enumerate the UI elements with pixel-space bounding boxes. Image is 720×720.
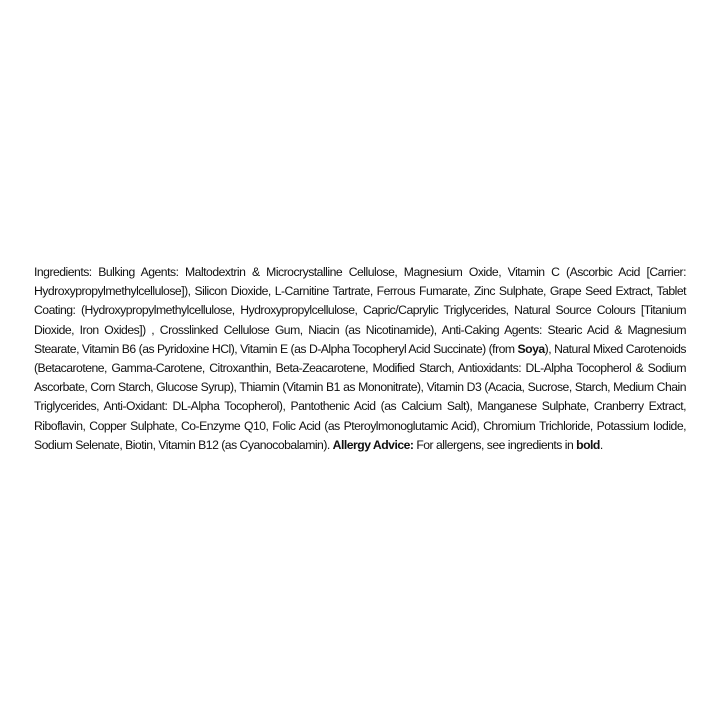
allergy-advice-bold-word: bold bbox=[576, 437, 600, 452]
ingredients-text-part1: Ingredients: Bulking Agents: Maltodextrin & Microcrystalline Cellulose, Magnesium Oxide, Vitamin C (Ascorbic Acid [Carrier: Hydroxypropylmethylcellulose]), Silicon Dioxide, L-Carnitine Tartrate, Ferrous Fumarate, Zinc Sulphate, Grape Seed Extract, Tablet Coating: (Hydroxypropylmethylcellulose, Hydroxypropylcellulose, Capric/Caprylic Triglycerides, Natural Source Colours [Titanium Dioxide, Iron Oxides]) , Crosslinked Cellulose Gum, Niacin (as Nicotinamide), Anti-Caking Agents: Stearic Acid & Magnesium Stearate, Vitamin B6 (as Pyridoxine HCl), Vitamin E (as D-Alpha Tocopheryl Acid Succinate) (from bbox=[34, 265, 686, 356]
allergy-advice-label: Allergy Advice: bbox=[332, 437, 414, 452]
allergy-advice-text: For allergens, see ingredients in bbox=[413, 437, 577, 452]
allergy-advice-period: . bbox=[599, 437, 603, 452]
allergen-soya: Soya bbox=[517, 341, 545, 356]
ingredients-panel bbox=[34, 263, 686, 455]
ingredients-paragraph bbox=[34, 263, 686, 455]
ingredients-text-part2: ), Natural Mixed Carotenoids (Betacarotene, Gamma-Carotene, Citroxanthin, Beta-Zeacarotene, Modified Starch, Antioxidants: DL-Alpha Tocopherol & Sodium Ascorbate, Corn Starch, Glucose Syrup), Thiamin (Vitamin B1 as Mononitrate), Vitamin D3 (Acacia, Sucrose, Starch, Medium Chain Triglycerides, Anti-Oxidant: DL-Alpha Tocopherol), Pantothenic Acid (as Calcium Salt), Manganese Sulphate, Cranberry Extract, Riboflavin, Copper Sulphate, Co-Enzyme Q10, Folic Acid (as Pteroylmonoglutamic Acid), Chromium Trichloride, Potassium Iodide, Sodium Selenate, Biotin, Vitamin B12 (as Cyanocobalamin). bbox=[34, 341, 686, 452]
